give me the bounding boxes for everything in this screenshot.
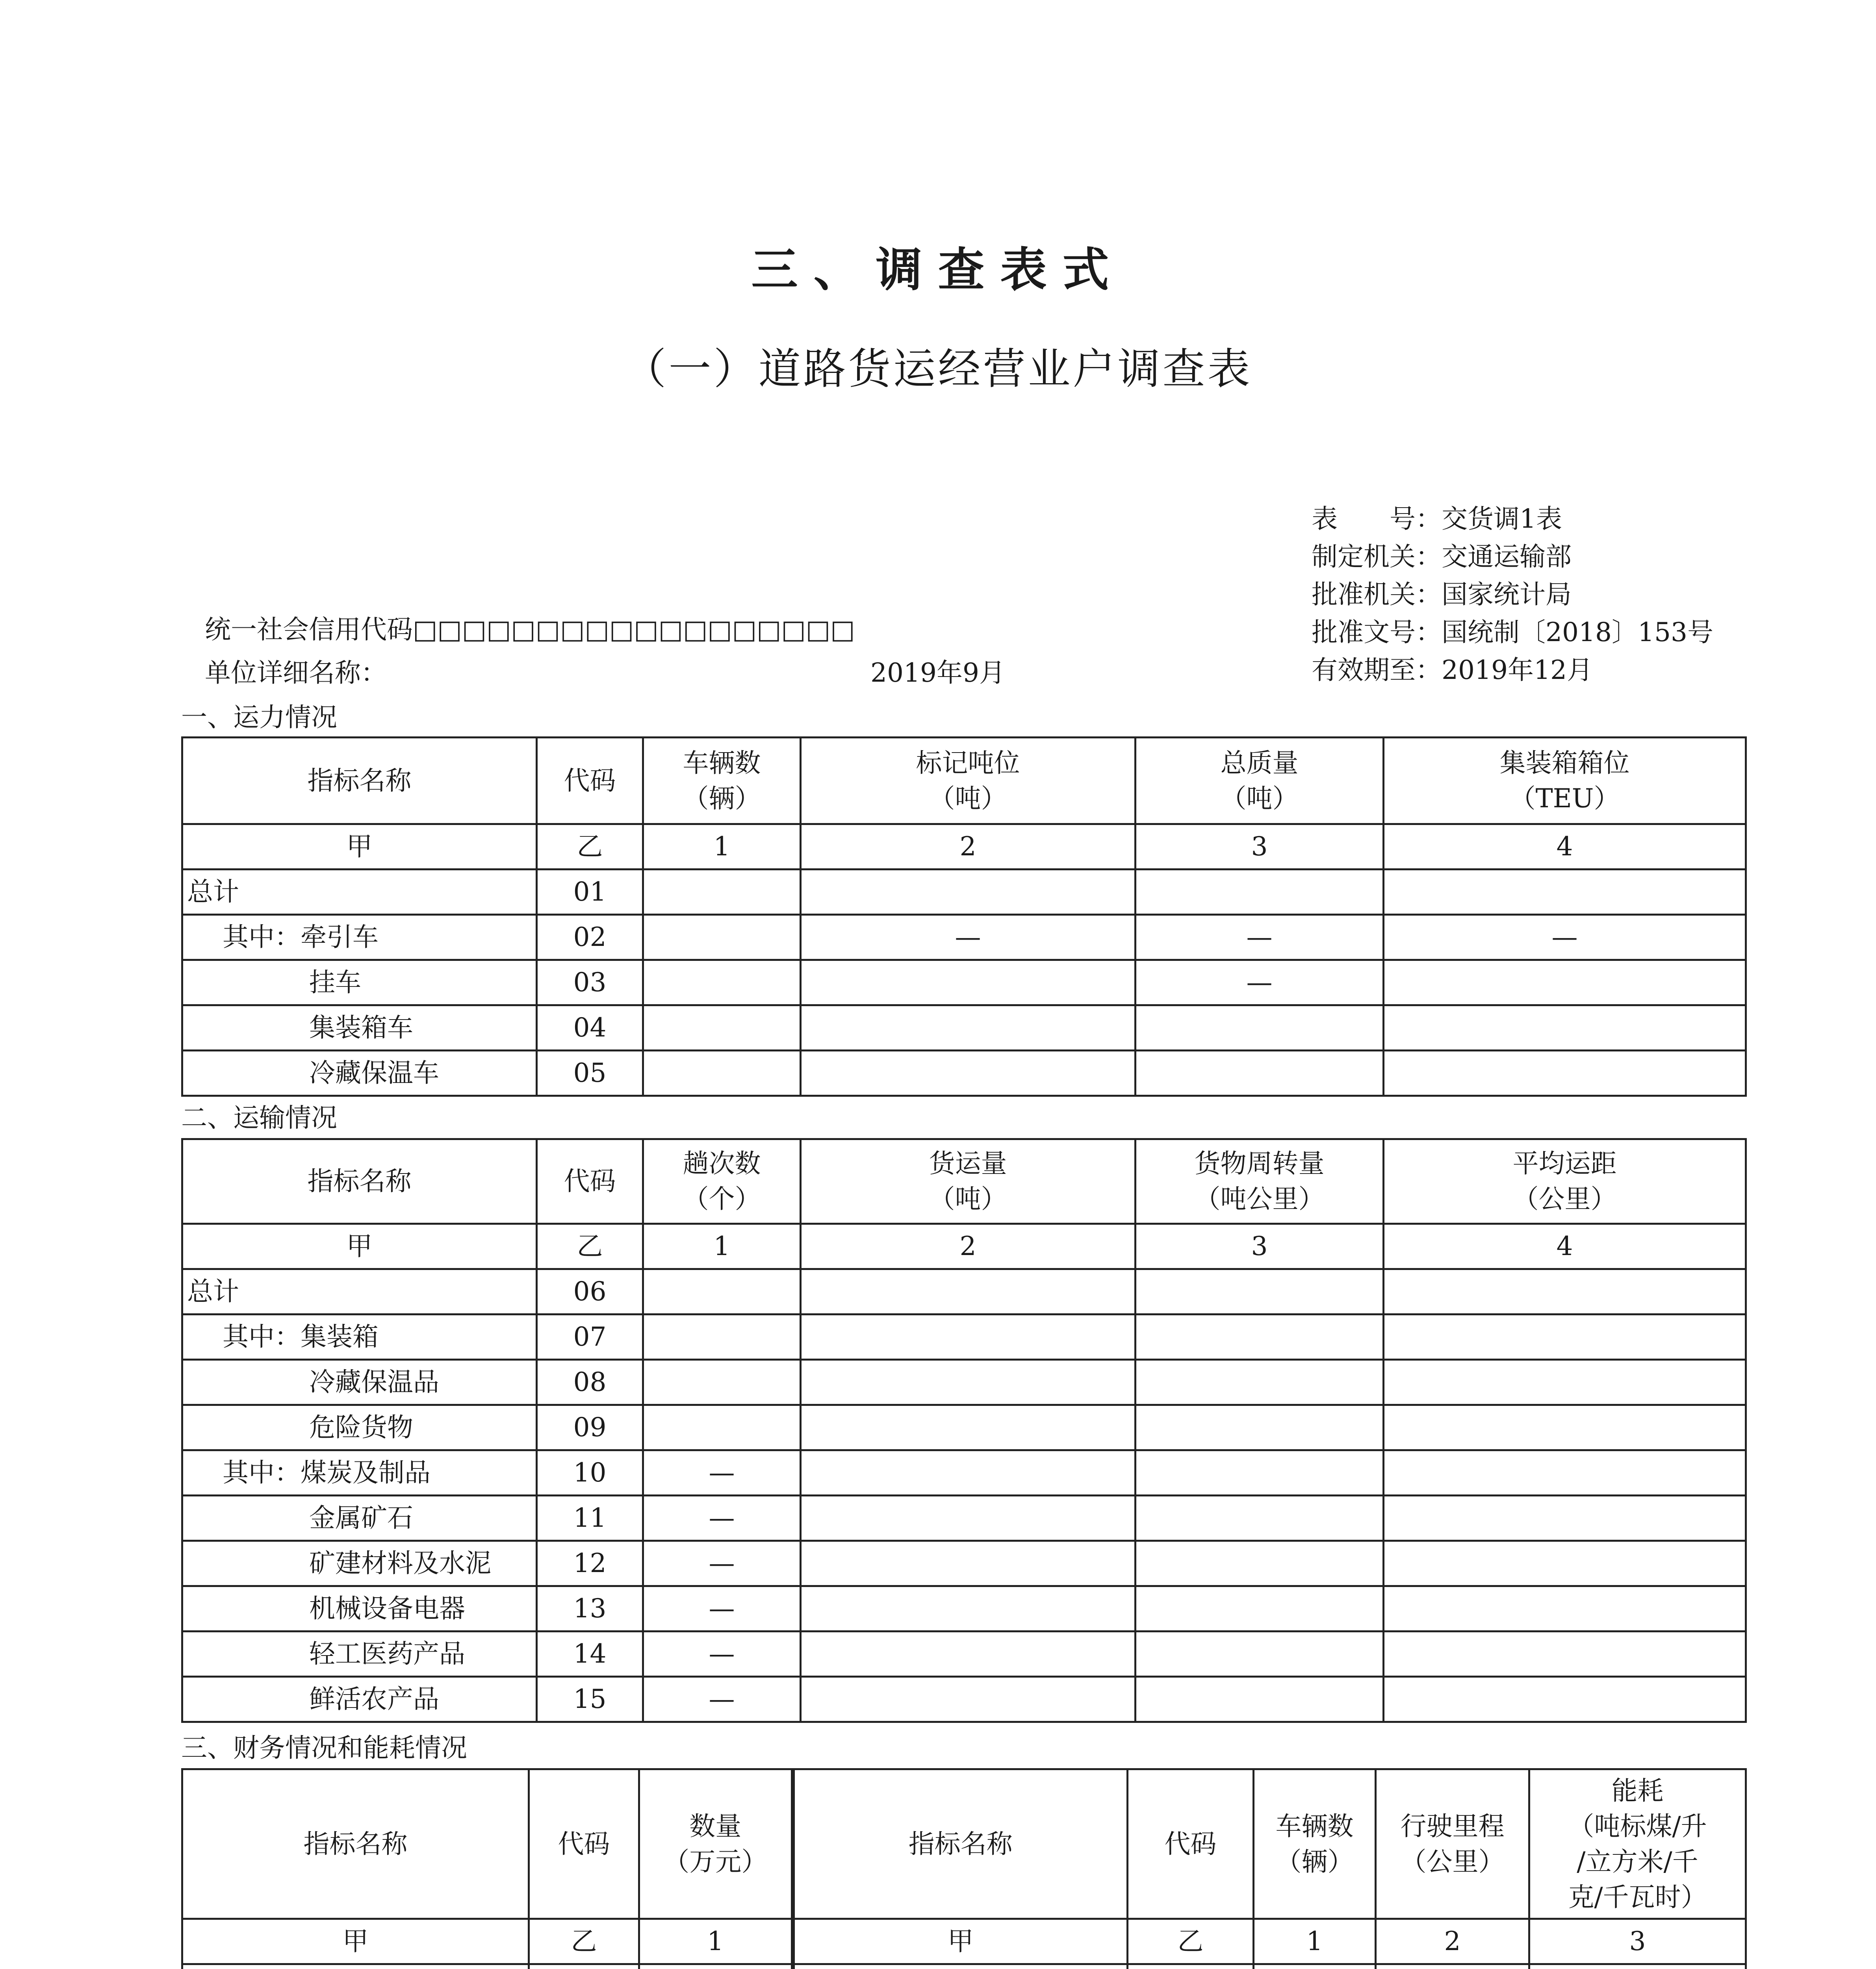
header-code: 代码 — [537, 738, 643, 824]
input-cell[interactable] — [643, 1360, 801, 1405]
table-row: 挂车 03 — — [182, 960, 1746, 1005]
input-cell[interactable] — [639, 1964, 793, 1969]
code-row: 甲 乙 1 甲 乙 1 2 3 — [182, 1919, 1746, 1964]
input-cell[interactable] — [801, 1005, 1136, 1051]
input-cell[interactable] — [1384, 1051, 1746, 1096]
table-header-row — [182, 738, 1746, 824]
input-cell[interactable] — [801, 870, 1136, 915]
input-cell[interactable] — [1384, 1632, 1746, 1677]
meta-authority: 制定机关：交通运输部 — [1312, 541, 1572, 572]
header-vehicle-count: 车辆数 （辆） — [643, 738, 801, 824]
section2-title: 二、运输情况 — [181, 1103, 337, 1133]
table-row: 危险货物 09 — [182, 1405, 1746, 1450]
input-cell[interactable] — [801, 1677, 1136, 1722]
table-row: 其中：集装箱 07 — [182, 1315, 1746, 1360]
input-cell[interactable] — [801, 1541, 1136, 1586]
capacity-table — [181, 736, 1747, 1097]
input-cell[interactable] — [1136, 870, 1384, 915]
table-row: 集装箱车 04 — [182, 1005, 1746, 1051]
input-cell[interactable] — [801, 1360, 1136, 1405]
table-row: 冷藏保温车 05 — [182, 1051, 1746, 1096]
report-period: 2019年9月 — [870, 658, 1005, 688]
input-cell[interactable] — [1384, 1541, 1746, 1586]
input-cell[interactable] — [801, 1051, 1136, 1096]
form-meta-block — [1312, 500, 1863, 689]
input-cell[interactable] — [801, 1450, 1136, 1496]
input-cell[interactable] — [1136, 1051, 1384, 1096]
code-row: 甲 乙 1 2 3 4 — [182, 824, 1746, 870]
unit-name-label: 单位详细名称： — [205, 658, 387, 688]
table-row: 鲜活农产品 15 — — [182, 1677, 1746, 1722]
code-row: 甲 乙 1 2 3 4 — [182, 1224, 1746, 1269]
input-cell[interactable] — [1384, 1005, 1746, 1051]
input-cell[interactable] — [1529, 1964, 1746, 1969]
input-cell[interactable] — [1136, 1269, 1384, 1315]
table-row: 冷藏保温品 08 — [182, 1360, 1746, 1405]
input-cell[interactable] — [801, 1632, 1136, 1677]
input-cell[interactable] — [801, 1405, 1136, 1450]
meta-valid-until: 有效期至：2019年12月 — [1312, 655, 1593, 685]
table-row: 其中：牵引车 02 — — — — [182, 915, 1746, 960]
header-gross-mass: 总质量 （吨） — [1136, 738, 1384, 824]
input-cell[interactable] — [1136, 1005, 1384, 1051]
input-cell[interactable] — [1136, 1632, 1384, 1677]
input-cell[interactable] — [1384, 1450, 1746, 1496]
input-cell[interactable] — [643, 1269, 801, 1315]
table-row: 轻工医药产品 14 — — [182, 1632, 1746, 1677]
meta-doc-no: 批准文号：国统制〔2018〕153号 — [1312, 617, 1713, 647]
input-cell[interactable] — [1254, 1964, 1376, 1969]
input-cell[interactable] — [801, 1496, 1136, 1541]
finance-energy-table — [181, 1768, 1747, 1969]
table-row: 矿建材料及水泥 12 — — [182, 1541, 1746, 1586]
form-subtitle: （一）道路货运经营业户调查表 — [623, 345, 1253, 394]
input-cell[interactable] — [643, 960, 801, 1005]
input-cell[interactable] — [1136, 1541, 1384, 1586]
input-cell[interactable] — [1136, 1450, 1384, 1496]
transport-table — [181, 1138, 1747, 1723]
input-cell[interactable] — [643, 1315, 801, 1360]
input-cell[interactable] — [1136, 1586, 1384, 1632]
input-cell[interactable] — [1136, 1496, 1384, 1541]
input-cell[interactable] — [1384, 1269, 1746, 1315]
credit-code-field[interactable]: 统一社会信用代码□□□□□□□□□□□□□□□□□□ — [205, 614, 855, 645]
input-cell[interactable] — [643, 870, 801, 915]
input-cell[interactable] — [1384, 870, 1746, 915]
header-indicator-name: 指标名称 — [182, 738, 537, 824]
input-cell[interactable] — [1384, 1586, 1746, 1632]
section1-title: 一、运力情况 — [181, 702, 337, 732]
meta-table-no: 表 号：交货调1表 — [1312, 504, 1562, 534]
input-cell[interactable] — [1384, 1496, 1746, 1541]
input-cell[interactable] — [801, 1315, 1136, 1360]
input-cell[interactable] — [1384, 1405, 1746, 1450]
input-cell[interactable] — [643, 1005, 801, 1051]
header-container-slots: 集装箱箱位 （TEU） — [1384, 738, 1746, 824]
input-cell[interactable] — [1384, 960, 1746, 1005]
table-row — [182, 1964, 1746, 1969]
input-cell[interactable] — [643, 1051, 801, 1096]
input-cell[interactable] — [801, 1269, 1136, 1315]
input-cell[interactable] — [643, 915, 801, 960]
table-header-row: 指标名称 代码 趟次数 （个） 货运量 （吨） 货物周转量 （吨公里） 平均运距 （公里） — [182, 1139, 1746, 1224]
table-row: 金属矿石 11 — — [182, 1496, 1746, 1541]
table-row: 总计 06 — [182, 1269, 1746, 1315]
input-cell[interactable] — [801, 960, 1136, 1005]
section3-title: 三、财务情况和能耗情况 — [181, 1733, 467, 1763]
input-cell[interactable] — [1384, 1677, 1746, 1722]
input-cell[interactable] — [1384, 1360, 1746, 1405]
page-title: 三、调查表式 — [751, 242, 1125, 297]
table-row: 其中：煤炭及制品 10 — — [182, 1450, 1746, 1496]
input-cell[interactable] — [1376, 1964, 1529, 1969]
table-row: 机械设备电器 13 — — [182, 1586, 1746, 1632]
input-cell[interactable] — [1136, 1360, 1384, 1405]
input-cell[interactable] — [1136, 1405, 1384, 1450]
meta-approver: 批准机关：国家统计局 — [1312, 579, 1572, 610]
header-rated-tonnage: 标记吨位 （吨） — [801, 738, 1136, 824]
table-row: 总计 01 — [182, 870, 1746, 915]
input-cell[interactable] — [801, 1586, 1136, 1632]
input-cell[interactable] — [1136, 1315, 1384, 1360]
input-cell[interactable] — [1136, 1677, 1384, 1722]
input-cell[interactable] — [643, 1405, 801, 1450]
table-header-row: 指标名称 代码 数量 （万元） 指标名称 代码 车辆数 （辆） 行驶里程 （公里） 能耗 （吨标煤/升 /立方米/千 克/千瓦时） — [182, 1769, 1746, 1919]
input-cell[interactable] — [1384, 1315, 1746, 1360]
